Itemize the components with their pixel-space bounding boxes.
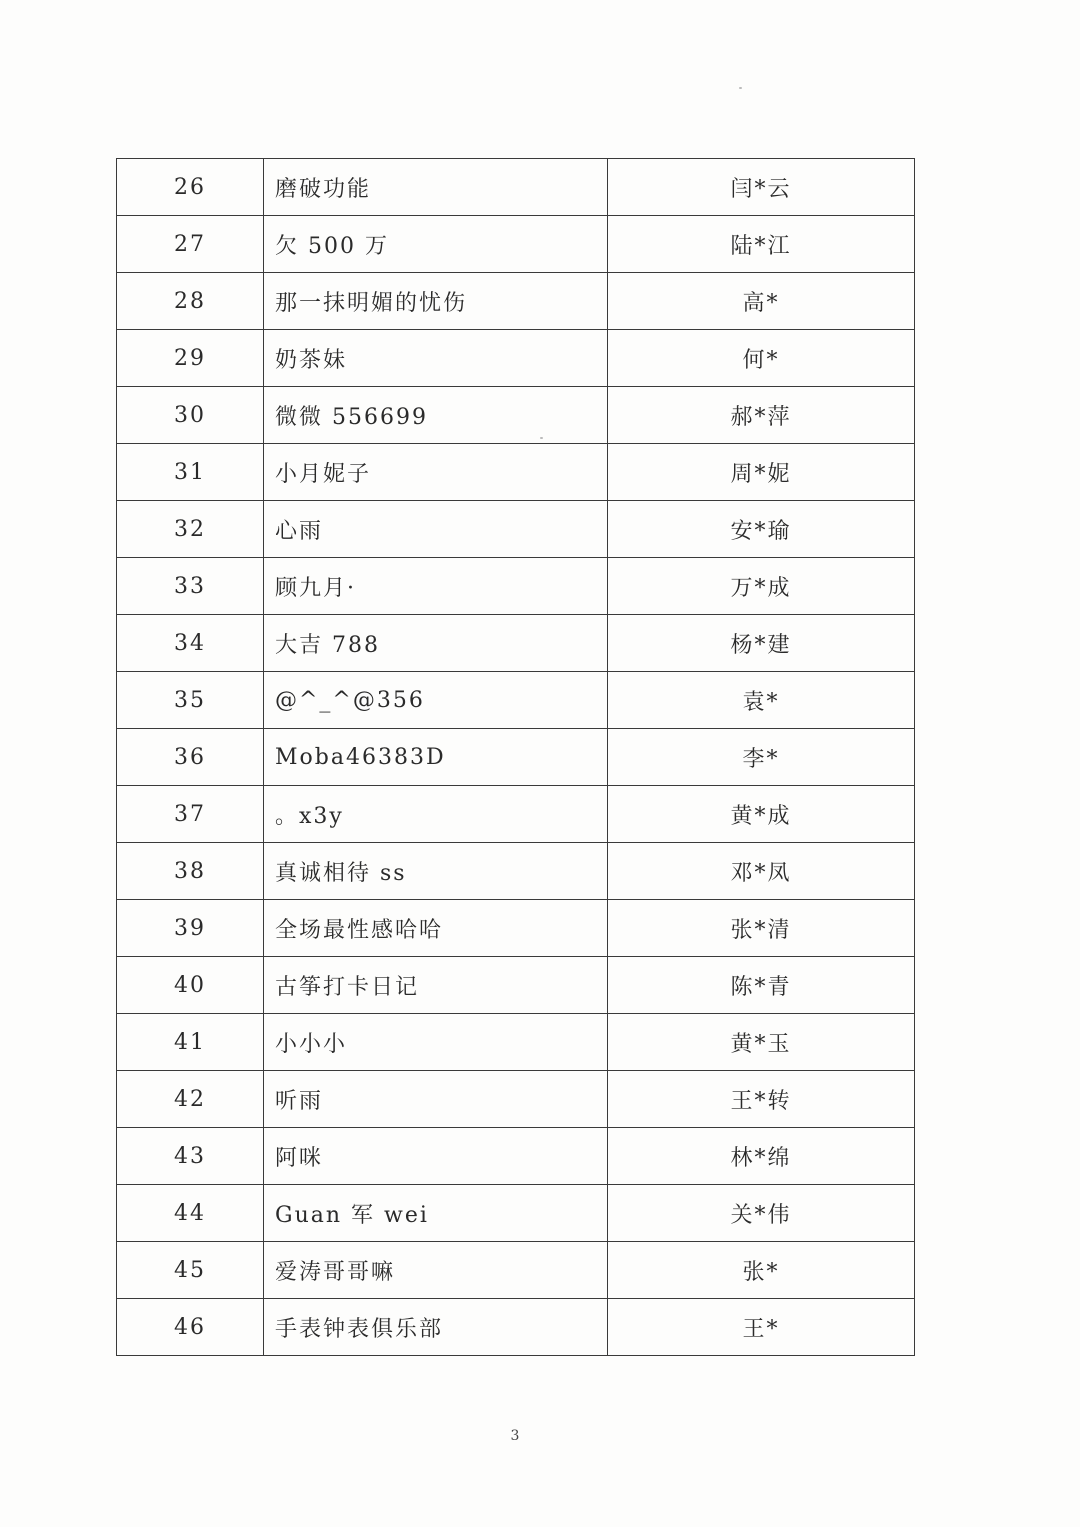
nickname-cell: 微微 556699 — [264, 387, 608, 444]
name-cell: 黄*玉 — [608, 1014, 915, 1071]
row-number: 34 — [117, 615, 264, 672]
row-number: 41 — [117, 1014, 264, 1071]
table-row — [117, 444, 915, 501]
name-cell: 周*妮 — [608, 444, 915, 501]
row-number: 36 — [117, 729, 264, 786]
row-number: 43 — [117, 1128, 264, 1185]
nickname-cell: 小小小 — [264, 1014, 608, 1071]
nickname-cell: 大吉 788 — [264, 615, 608, 672]
name-cell: 林*绵 — [608, 1128, 915, 1185]
name-cell: 黄*成 — [608, 786, 915, 843]
table-row — [117, 615, 915, 672]
name-cell: 袁* — [608, 672, 915, 729]
table-row — [117, 900, 915, 957]
table-row — [117, 729, 915, 786]
nickname-cell: 真诚相待 ss — [264, 843, 608, 900]
row-number: 32 — [117, 501, 264, 558]
scan-speck — [540, 437, 543, 439]
row-number: 29 — [117, 330, 264, 387]
row-number: 28 — [117, 273, 264, 330]
name-cell: 张*清 — [608, 900, 915, 957]
name-cell: 安*瑜 — [608, 501, 915, 558]
row-number: 35 — [117, 672, 264, 729]
name-cell: 陈*青 — [608, 957, 915, 1014]
nickname-cell: 奶茶妹 — [264, 330, 608, 387]
row-number: 44 — [117, 1185, 264, 1242]
table-row — [117, 1185, 915, 1242]
table-row — [117, 843, 915, 900]
row-number: 33 — [117, 558, 264, 615]
name-cell: 邓*凤 — [608, 843, 915, 900]
nickname-cell: 爱涛哥哥嘛 — [264, 1242, 608, 1299]
name-cell: 郝*萍 — [608, 387, 915, 444]
row-number: 31 — [117, 444, 264, 501]
name-cell: 万*成 — [608, 558, 915, 615]
name-cell: 闫*云 — [608, 159, 915, 216]
table-row — [117, 330, 915, 387]
row-number: 37 — [117, 786, 264, 843]
row-number: 26 — [117, 159, 264, 216]
table-row — [117, 1299, 915, 1356]
row-number: 30 — [117, 387, 264, 444]
row-number: 40 — [117, 957, 264, 1014]
nickname-cell: 全场最性感哈哈 — [264, 900, 608, 957]
table-row — [117, 558, 915, 615]
table-row — [117, 216, 915, 273]
table-row — [117, 387, 915, 444]
name-cell: 张* — [608, 1242, 915, 1299]
nickname-cell: 古筝打卡日记 — [264, 957, 608, 1014]
row-number: 42 — [117, 1071, 264, 1128]
table-row — [117, 1242, 915, 1299]
nickname-cell: 那一抹明媚的忧伤 — [264, 273, 608, 330]
row-number: 27 — [117, 216, 264, 273]
nickname-cell: 手表钟表俱乐部 — [264, 1299, 608, 1356]
name-cell: 李* — [608, 729, 915, 786]
table-row — [117, 672, 915, 729]
table-row — [117, 1014, 915, 1071]
name-cell: 王* — [608, 1299, 915, 1356]
nickname-cell: 。x3y — [264, 786, 608, 843]
nickname-cell: Guan 军 wei — [264, 1185, 608, 1242]
table-row — [117, 957, 915, 1014]
row-number: 45 — [117, 1242, 264, 1299]
nickname-cell: Moba46383D — [264, 729, 608, 786]
nickname-cell: 磨破功能 — [264, 159, 608, 216]
nickname-cell: 欠 500 万 — [264, 216, 608, 273]
table-row — [117, 501, 915, 558]
nickname-cell: 小月妮子 — [264, 444, 608, 501]
table-row — [117, 273, 915, 330]
name-cell: 关*伟 — [608, 1185, 915, 1242]
name-cell: 杨*建 — [608, 615, 915, 672]
name-cell: 王*转 — [608, 1071, 915, 1128]
row-number: 39 — [117, 900, 264, 957]
scan-speck — [739, 87, 742, 89]
nickname-cell: @^_^@356 — [264, 672, 608, 729]
table-row — [117, 786, 915, 843]
name-cell: 何* — [608, 330, 915, 387]
nickname-cell: 顾九月· — [264, 558, 608, 615]
nickname-cell: 阿咪 — [264, 1128, 608, 1185]
table-row — [117, 159, 915, 216]
winners-table — [116, 158, 915, 1356]
nickname-cell: 听雨 — [264, 1071, 608, 1128]
name-cell: 高* — [608, 273, 915, 330]
name-cell: 陆*江 — [608, 216, 915, 273]
table-row — [117, 1128, 915, 1185]
row-number: 38 — [117, 843, 264, 900]
nickname-cell: 心雨 — [264, 501, 608, 558]
table-row — [117, 1071, 915, 1128]
page-number: 3 — [510, 1428, 520, 1444]
row-number: 46 — [117, 1299, 264, 1356]
